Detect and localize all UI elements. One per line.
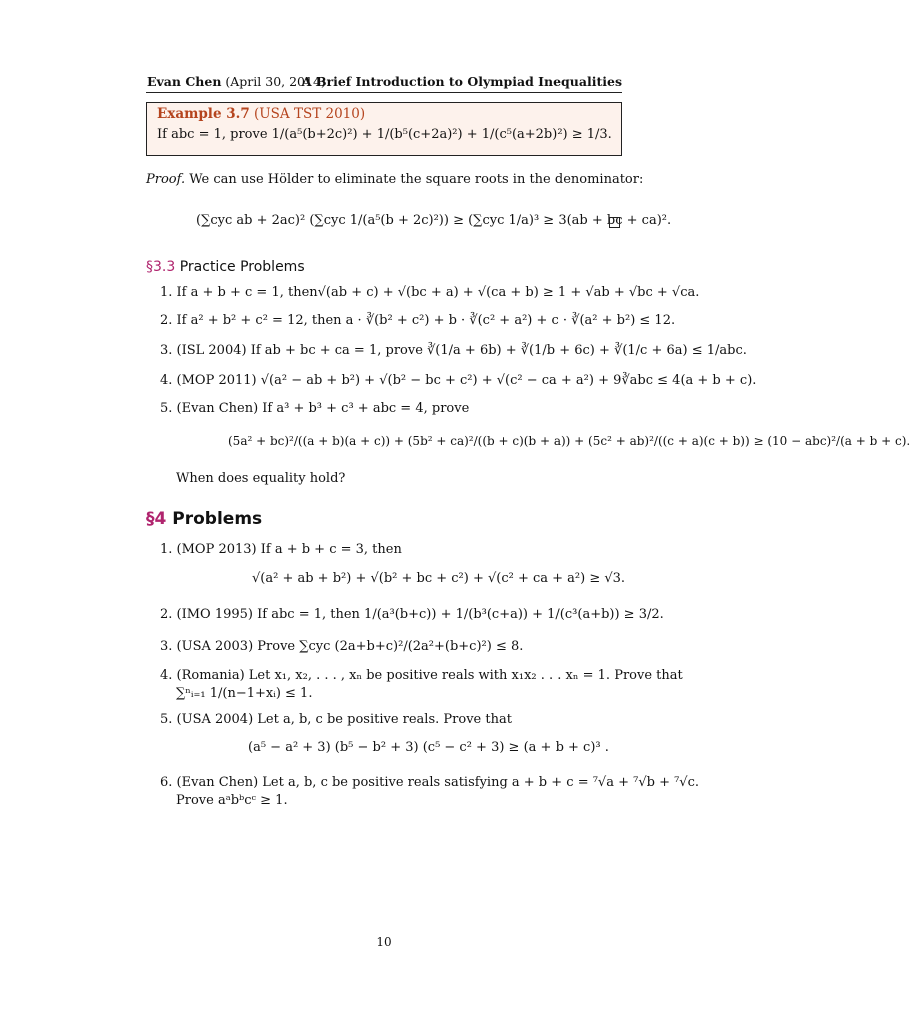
practice-item-2: 2. If a² + b² + c² = 12, then a · ∛(b² + c²) + b · ∛(c² + a²) + c · ∛(a² + b²) ≤ 12. (160, 313, 676, 328)
problem-item-6: 6. (Evan Chen) Let a, b, c be positive reals satisfying a + b + c = ⁷√a + ⁷√b + ⁷√c. (160, 775, 700, 790)
practice-item-5-display: (5a² + bc)²/((a + b)(a + c)) + (5b² + ca)²/((b + c)(b + a)) + (5c² + ab)²/((c + a)(c + b)) ≥ (10 − abc)²/(a + b + c). (228, 434, 910, 448)
example-statement: If abc = 1, prove 1/(a⁵(b+2c)²) + 1/(b⁵(c+2a)²) + 1/(c⁵(a+2b)²) ≥ 1/3. (157, 127, 612, 142)
proof-intro: Proof. We can use Hölder to eliminate the square roots in the denominator: (146, 172, 644, 187)
problem-item-5: 5. (USA 2004) Let a, b, c be positive reals. Prove that (160, 712, 512, 727)
practice-item-5: 5. (Evan Chen) If a³ + b³ + c³ + abc = 4, prove (160, 401, 470, 416)
problem-item-2: 2. (IMO 1995) If abc = 1, then 1/(a³(b+c)) + 1/(b³(c+a)) + 1/(c³(a+b)) ≥ 3/2. (160, 607, 664, 622)
running-header-author: Evan Chen (April 30, 2014) (147, 74, 326, 89)
example-title: Example 3.7 (USA TST 2010) (157, 106, 366, 122)
problem-item-3: 3. (USA 2003) Prove ∑cyc (2a+b+c)²/(2a²+(b+c)²) ≤ 8. (160, 639, 524, 654)
problem-item-5-display: (a⁵ − a² + 3) (b⁵ − b² + 3) (c⁵ − c² + 3) ≥ (a + b + c)³ . (248, 740, 609, 755)
problem-item-1: 1. (MOP 2013) If a + b + c = 3, then (160, 542, 402, 557)
running-header-title: A Brief Introduction to Olympiad Inequalities (301, 74, 622, 89)
page-number: 10 (376, 935, 392, 949)
practice-item-3: 3. (ISL 2004) If ab + bc + ca = 1, prove ∛(1/a + 6b) + ∛(1/b + 6c) + ∛(1/c + 6a) ≤ 1/abc. (160, 343, 747, 358)
problem-item-4-cont: ∑ⁿᵢ₌₁ 1/(n−1+xᵢ) ≤ 1. (176, 686, 313, 701)
practice-item-1: 1. If a + b + c = 1, then√(ab + c) + √(bc + a) + √(ca + b) ≥ 1 + √ab + √bc + √ca. (160, 285, 700, 300)
practice-item-4: 4. (MOP 2011) √(a² − ab + b²) + √(b² − bc + c²) + √(c² − ca + a²) + 9∛abc ≤ 4(a + b + c). (160, 373, 757, 388)
header-rule (146, 92, 622, 93)
section-heading-problems: §4 Problems (146, 509, 263, 529)
problem-item-4: 4. (Romania) Let x₁, x₂, . . . , xₙ be positive reals with x₁x₂ . . . xₙ = 1. Prove that (160, 668, 683, 683)
proof-display-equation: (∑cyc ab + 2ac)² (∑cyc 1/(a⁵(b + 2c)²)) ≥ (∑cyc 1/a)³ ≥ 3(ab + bc + ca)². (196, 213, 672, 228)
qed-box (609, 217, 620, 228)
problem-item-6-cont: Prove aᵃbᵇcᶜ ≥ 1. (176, 793, 288, 808)
problem-item-1-display: √(a² + ab + b²) + √(b² + bc + c²) + √(c² + ca + a²) ≥ √3. (252, 571, 626, 586)
practice-item-5-followup: When does equality hold? (176, 471, 346, 486)
section-heading-practice: §3.3 Practice Problems (146, 259, 305, 275)
